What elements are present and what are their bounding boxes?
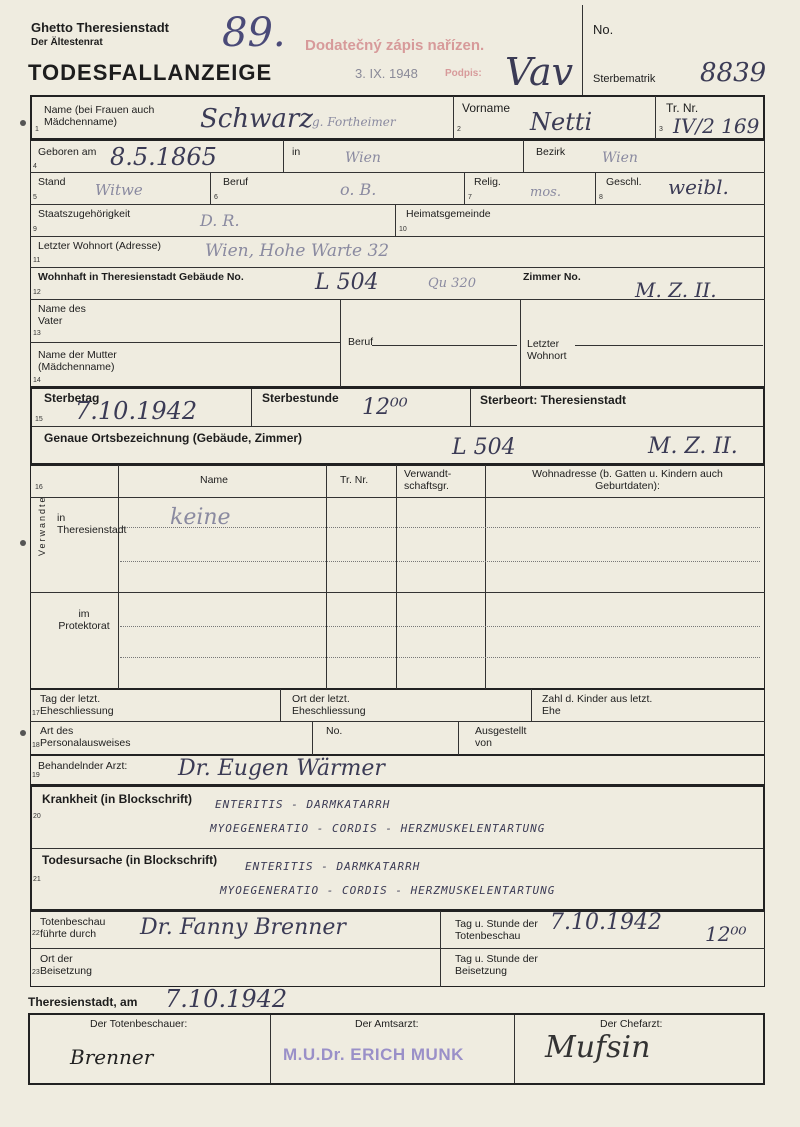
- stand-value: Witwe: [95, 181, 143, 199]
- col-wohn: Wohnadresse (b. Gatten u. Kindern auch Geburtdaten):: [532, 468, 723, 492]
- tag-stunde-value: 7.10.1942: [550, 910, 662, 935]
- beruf-value: o. B.: [340, 180, 377, 199]
- mutter-label: Name der Mutter (Mädchenname): [38, 349, 117, 373]
- vater-label: Name des Vater: [38, 303, 86, 327]
- geboren-value: 8.5.1865: [110, 143, 217, 171]
- punch-hole: [20, 120, 26, 126]
- org-subname: Der Ältestenrat: [31, 37, 103, 48]
- ursache-line1: ENTERITIS - DARMKATARRH: [245, 860, 421, 873]
- staat-value: D. R.: [200, 211, 240, 230]
- ursache-label: Todesursache (in Blockschrift): [42, 853, 218, 867]
- sterbematrik-value: 8839: [700, 58, 767, 88]
- wohnort-label: Letzter Wohnort (Adresse): [38, 240, 161, 252]
- no-label: No.: [593, 22, 614, 37]
- sig1-signature: Brenner: [70, 1045, 154, 1069]
- sig3-label: Der Chefarzt:: [600, 1018, 663, 1030]
- place-date: 7.10.1942: [165, 985, 288, 1013]
- beisetzung-ort-label: Ort der Beisetzung: [40, 953, 92, 977]
- sterbetag-value: 7.10.1942: [75, 397, 198, 425]
- kinder-label: Zahl d. Kinder aus letzt. Ehe: [542, 693, 653, 717]
- chefarzt-signature: Mufsin: [545, 1030, 651, 1065]
- heimat-label: Heimatsgemeinde: [406, 208, 491, 220]
- ort-value-2: M. Z. II.: [648, 434, 738, 459]
- name-extra: g. Fortheimer: [312, 115, 396, 129]
- page-title: TODESFALLANZEIGE: [28, 60, 273, 85]
- krankheit-label: Krankheit (in Blockschrift): [42, 792, 193, 806]
- ausweis-label: Art des Personalausweises: [40, 725, 131, 749]
- trnr-value: IV/2 169: [673, 114, 760, 138]
- name-label: Name (bei Frauen auch Mädchenname): [44, 104, 155, 128]
- punch-hole: [20, 540, 26, 546]
- beisetzung-tag-label: Tag u. Stunde der Beisetzung: [455, 953, 538, 977]
- place-label: Theresienstadt, am: [28, 995, 138, 1009]
- geschl-label: Geschl.: [606, 176, 642, 188]
- staat-label: Staatszugehörigkeit: [38, 208, 131, 220]
- relatives-table: [30, 465, 765, 689]
- amtsarzt-stamp: M.U.Dr. ERICH MUNK: [283, 1045, 464, 1064]
- org-name: Ghetto Theresienstadt: [31, 20, 169, 35]
- vorname-label: Vorname: [462, 101, 511, 115]
- zimmer-label: Zimmer No.: [523, 271, 581, 283]
- arzt-value: Dr. Eugen Wärmer: [178, 756, 385, 781]
- stamp-dodatecny: Dodatečný zápis nařízen.: [305, 37, 485, 54]
- sterbeort-label: Sterbeort: Theresienstadt: [480, 393, 627, 407]
- ausgestellt-label: Ausgestellt von: [475, 725, 527, 749]
- tag-stunde-label: Tag u. Stunde der Totenbeschau: [455, 918, 538, 942]
- sterbematrik-label: Sterbematrik: [593, 73, 656, 85]
- beruf-label: Beruf: [223, 176, 249, 188]
- sterbetag-label: Sterbetag: [44, 391, 100, 405]
- geboren-label: Geboren am: [38, 146, 97, 158]
- stamp-date: 3. IX. 1948: [355, 66, 418, 81]
- signature-stamp: Vav: [505, 50, 574, 94]
- arzt-label: Behandelnder Arzt:: [38, 760, 128, 772]
- wohnhaft-extra: Qu 320: [428, 276, 476, 291]
- letzter-wohnort-label: Letzter Wohnort: [527, 338, 567, 362]
- tag-stunde-time: 12⁰⁰: [705, 922, 747, 946]
- zimmer-value: M. Z. II.: [635, 278, 717, 302]
- name-value: Schwarz: [200, 104, 314, 134]
- totenbeschau-label: Totenbeschau führte durch: [40, 916, 106, 940]
- trnr-label: Tr. Nr.: [666, 101, 699, 115]
- side-label: Verwandte: [37, 495, 47, 556]
- stand-label: Stand: [38, 176, 66, 188]
- in-label: in: [292, 146, 301, 158]
- sterbestunde-value: 12⁰⁰: [362, 395, 408, 420]
- handwritten-number: 89.: [222, 10, 286, 56]
- krankheit-line2: MYOEGENERATIO - CORDIS - HERZMUSKELENTARTUNG: [210, 822, 546, 835]
- relig-label: Relig.: [474, 176, 501, 188]
- punch-hole: [20, 730, 26, 736]
- vorname-value: Netti: [530, 108, 593, 136]
- row1-label: in Theresienstadt: [57, 512, 127, 536]
- col-verw: Verwandt-schaftsgr.: [404, 468, 452, 492]
- krankheit-line1: ENTERITIS - DARMKATARRH: [215, 798, 391, 811]
- bezirk-value: Wien: [602, 150, 638, 166]
- col-trnr: Tr. Nr.: [340, 474, 369, 486]
- ort-ehe-label: Ort der letzt. Eheschliessung: [292, 693, 366, 717]
- beruf2-label: Beruf: [348, 336, 374, 348]
- arzt-row: [30, 755, 765, 785]
- bezirk-label: Bezirk: [536, 146, 566, 158]
- totenbeschau-value: Dr. Fanny Brenner: [140, 915, 346, 940]
- row2-label: im Protektorat: [58, 608, 110, 632]
- sig2-label: Der Amtsarzt:: [355, 1018, 419, 1030]
- ausweis-no-label: No.: [326, 725, 343, 737]
- wohnort-value: Wien, Hohe Warte 32: [205, 241, 390, 261]
- ort-value: L 504: [452, 435, 516, 460]
- sig1-label: Der Totenbeschauer:: [90, 1018, 188, 1030]
- row1-value: keine: [170, 505, 231, 530]
- col-name: Name: [200, 474, 229, 486]
- in-value: Wien: [345, 150, 381, 166]
- sterbestunde-label: Sterbestunde: [262, 391, 339, 405]
- wohnhaft-value: L 504: [315, 270, 379, 295]
- geschl-value: weibl.: [668, 175, 729, 199]
- ursache-line2: MYOEGENERATIO - CORDIS - HERZMUSKELENTARTUNG: [220, 884, 556, 897]
- stamp-podpis: Podpis:: [445, 68, 482, 79]
- tag-ehe-label: Tag der letzt. Eheschliessung: [40, 693, 114, 717]
- relig-value: mos.: [530, 185, 561, 200]
- wohnhaft-label: Wohnhaft in Theresienstadt Gebäude No.: [38, 271, 244, 283]
- ort-label: Genaue Ortsbezeichnung (Gebäude, Zimmer): [44, 431, 303, 445]
